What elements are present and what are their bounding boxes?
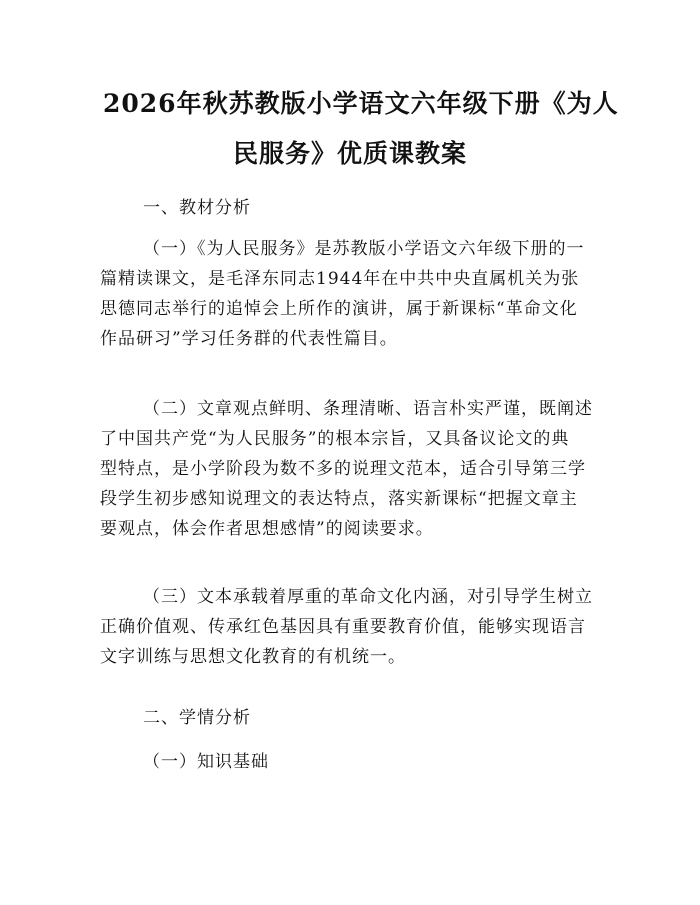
- paragraph-line: 作品研习”学习任务群的代表性篇目。: [100, 329, 398, 349]
- paragraph-line: 文字训练与思想文化教育的有机统一。: [100, 647, 406, 667]
- section-heading-learner-analysis: 二、学情分析: [143, 708, 251, 728]
- paragraph-line: 要观点，体会作者思想感情”的阅读要求。: [100, 519, 434, 539]
- paragraph-line: 了中国共产党“为人民服务”的根本宗旨，又具备议论文的典: [100, 429, 570, 449]
- paragraph-line: （二）文章观点鲜明、条理清晰、语言朴实严谨，既阐述: [143, 399, 593, 419]
- paragraph-line: 篇精读课文，是毛泽东同志1944年在中共中央直属机关为张: [100, 269, 580, 289]
- paragraph-line: 正确价值观、传承红色基因具有重要教育价值，能够实现语言: [100, 617, 586, 637]
- paragraph-2: [100, 394, 600, 544]
- subsection-heading-knowledge-basis: （一）知识基础: [143, 752, 269, 772]
- paragraph-line: 型特点，是小学阶段为数不多的说理文范本，适合引导第三学: [100, 459, 586, 479]
- paragraph-line: （一）《为人民服务》是苏教版小学语文六年级下册的一: [143, 239, 585, 259]
- paragraph-3: [100, 582, 600, 672]
- paragraph-1: [100, 234, 600, 354]
- section-heading-textbook-analysis: 一、教材分析: [143, 198, 251, 218]
- paragraph-line: 思德同志举行的追悼会上所作的演讲，属于新课标“革命文化: [100, 299, 578, 319]
- paragraph-line: （三）文本承载着厚重的革命文化内涵，对引导学生树立: [143, 587, 593, 607]
- document-title-line-2: 民服务》优质课教案: [232, 139, 467, 168]
- document-title-line-1: 2026年秋苏教版小学语文六年级下册《为人: [103, 89, 619, 118]
- paragraph-line: 段学生初步感知说理文的表达特点，落实新课标“把握文章主: [100, 489, 578, 509]
